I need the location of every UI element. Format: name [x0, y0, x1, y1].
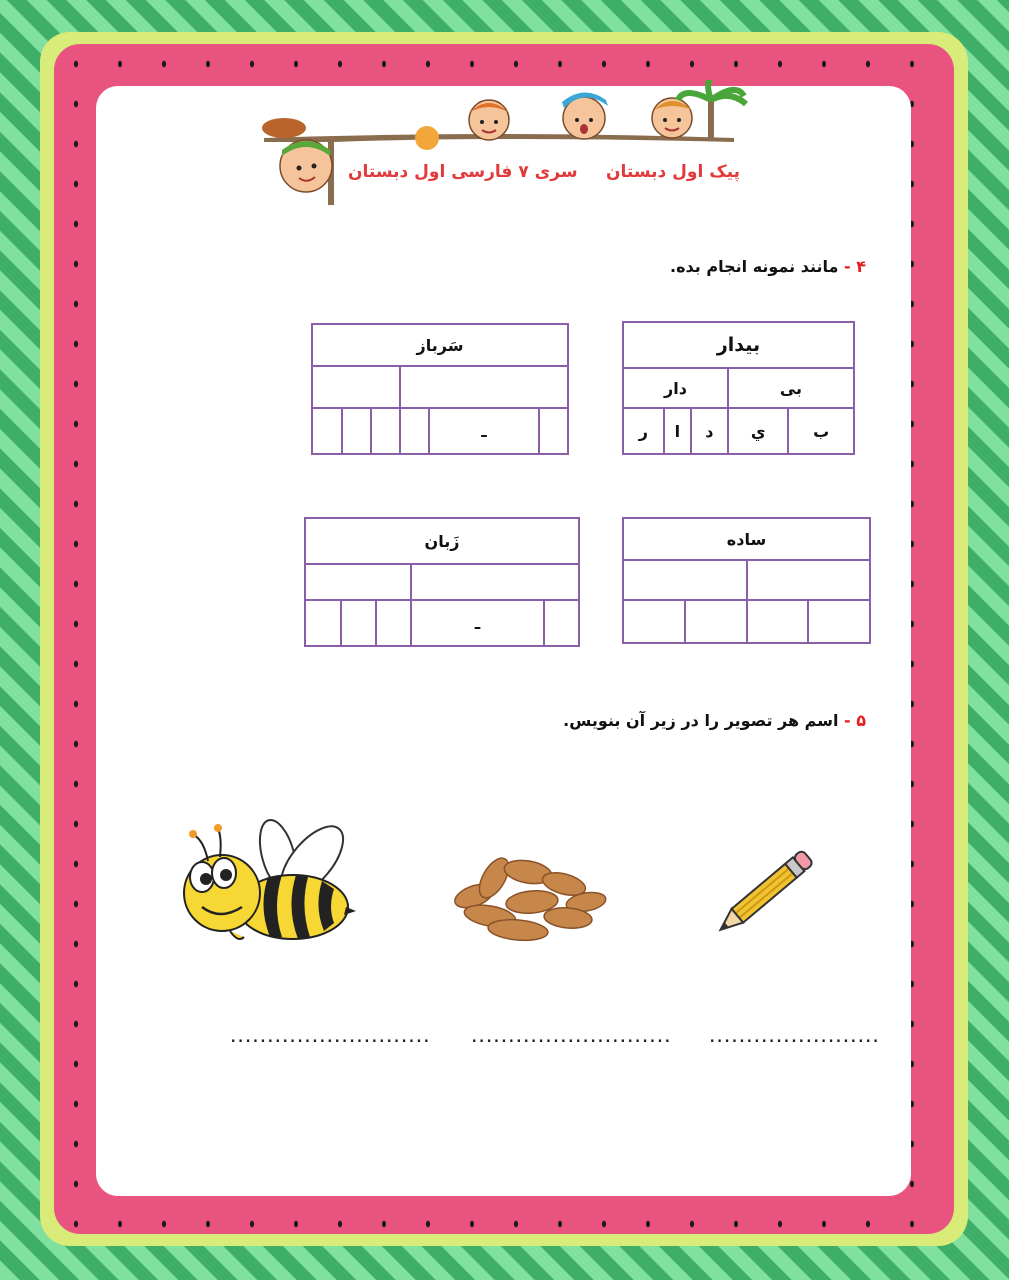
letter-cell[interactable] — [342, 408, 371, 454]
letter-cell[interactable] — [747, 600, 809, 643]
ball-icon — [262, 118, 306, 138]
letter-cell: ـ — [429, 408, 538, 454]
almonds-icon — [446, 846, 612, 946]
answer-line-almonds[interactable]: ........................... — [470, 1030, 671, 1046]
letter-cell: ر — [623, 408, 664, 454]
syllable-cell[interactable] — [312, 366, 400, 408]
letter-cell[interactable] — [623, 600, 685, 643]
letter-cell: ي — [728, 408, 788, 454]
letter-cell[interactable] — [376, 600, 411, 646]
palm-tree-icon — [708, 100, 714, 140]
word-table-sarbaz — [311, 323, 569, 455]
header-kids-illustration — [244, 80, 754, 210]
letter-cell[interactable] — [341, 600, 376, 646]
letter-cell: ـ — [411, 600, 543, 646]
word-cell: بیدار — [623, 322, 854, 368]
letter-cell[interactable] — [544, 600, 579, 646]
syllable-cell[interactable] — [747, 560, 870, 600]
syllable-cell[interactable] — [400, 366, 568, 408]
word-cell: سَرباز — [312, 324, 568, 366]
letter-cell: ب — [788, 408, 854, 454]
question-4-dash: - — [844, 257, 851, 276]
word-cell: زَبان — [305, 518, 579, 564]
bee-icon — [178, 815, 358, 950]
header-title-right: سری ۷ فارسی اول دبستان — [348, 162, 578, 182]
syllable-cell[interactable] — [411, 564, 579, 600]
letter-cell[interactable] — [685, 600, 747, 643]
syllable-cell: بی — [728, 368, 854, 408]
word-table-zaban — [304, 517, 580, 647]
letter-cell[interactable] — [539, 408, 568, 454]
letter-cell[interactable] — [305, 600, 341, 646]
syllable-cell[interactable] — [305, 564, 411, 600]
letter-cell[interactable] — [400, 408, 429, 454]
question-5-dash: - — [844, 711, 851, 730]
word-table-bidar — [622, 321, 855, 455]
question-5-text: اسم هر تصویر را در زیر آن بنویس. — [563, 711, 839, 730]
word-cell: ساده — [623, 518, 870, 560]
question-4-instruction — [656, 257, 866, 276]
syllable-cell: دار — [623, 368, 728, 408]
letter-cell[interactable] — [312, 408, 342, 454]
question-5-instruction — [540, 711, 866, 730]
answer-line-pencil[interactable]: ....................... — [708, 1030, 879, 1046]
syllable-cell[interactable] — [623, 560, 747, 600]
word-table-sade — [622, 517, 871, 644]
letter-cell[interactable] — [808, 600, 870, 643]
header-title-left: پیک اول دبستان — [606, 162, 740, 182]
answer-line-bee[interactable]: ........................... — [229, 1030, 430, 1046]
question-4-text: مانند نمونه انجام بده. — [670, 257, 839, 276]
letter-cell: ا — [664, 408, 691, 454]
question-5-number: ۵ — [856, 711, 866, 730]
question-4-number: ۴ — [856, 257, 866, 276]
letter-cell[interactable] — [371, 408, 400, 454]
pencil-icon — [698, 830, 838, 950]
letter-cell: د — [691, 408, 728, 454]
